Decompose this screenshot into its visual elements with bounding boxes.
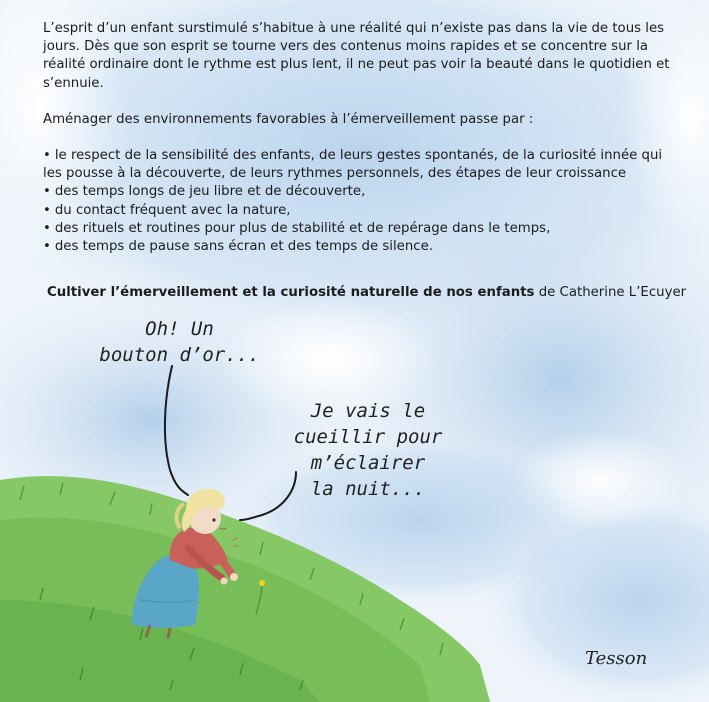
bullet-symbol: • xyxy=(43,202,51,218)
bubble-2-line: Je vais le xyxy=(310,400,426,422)
bubble-2-line: la nuit... xyxy=(310,478,426,500)
list-item: • du contact fréquent avec la nature, xyxy=(43,202,291,218)
bubble-1-line: bouton d’or... xyxy=(99,344,260,366)
bullet-symbol: • xyxy=(43,239,51,255)
list-item: • des temps de pause sans écran et des temps de silence. xyxy=(43,239,434,255)
book-title: Cultiver l’émerveillement et la curiosité naturelle de nos enfants xyxy=(47,285,535,300)
author-name: de Catherine L’Ecuyer xyxy=(538,285,687,300)
bullet-symbol: • xyxy=(43,220,51,236)
book-credit xyxy=(47,285,686,300)
speech-bubble-1 xyxy=(92,316,267,368)
bullet-symbol: • xyxy=(43,148,51,164)
bullet-list xyxy=(43,147,683,256)
intro-paragraph: L’esprit d’un enfant surstimulé s’habitue à une réalité qui n’existe pas dans la vie de tous les jours. Dès que son esprit se tourne vers des contenus moins rapides et se concentre sur la réalité ordinaire dont le rythme est plus lent, il ne peut pas voir la beauté dans le quotidien et s’ennuie. xyxy=(43,21,670,91)
list-item: • des rituels et routines pour plus de stabilité et de repérage dans le temps, xyxy=(43,220,551,236)
lead-sentence: Aménager des environnements favorables à l’émerveillement passe par : xyxy=(43,111,534,127)
list-item: • le respect de la sensibilité des enfants, de leurs gestes spontanés, de la curiosité innée qui les pousse à la découverte, de leurs rythmes personnels, des étapes de leur croissance xyxy=(43,148,663,182)
bullet-symbol: • xyxy=(43,184,51,200)
article-text xyxy=(43,20,683,256)
bubble-2-line: cueillir pour xyxy=(293,426,443,448)
bubble-2-line: m’éclairer xyxy=(310,452,426,474)
bubble-1-line: Oh! Un xyxy=(145,318,214,340)
artist-signature: Tesson xyxy=(585,648,648,669)
speech-line-1 xyxy=(165,366,188,495)
speech-bubble-2 xyxy=(283,398,453,502)
list-item: • des temps longs de jeu libre et de découverte, xyxy=(43,184,366,200)
grass-hill xyxy=(0,476,490,702)
